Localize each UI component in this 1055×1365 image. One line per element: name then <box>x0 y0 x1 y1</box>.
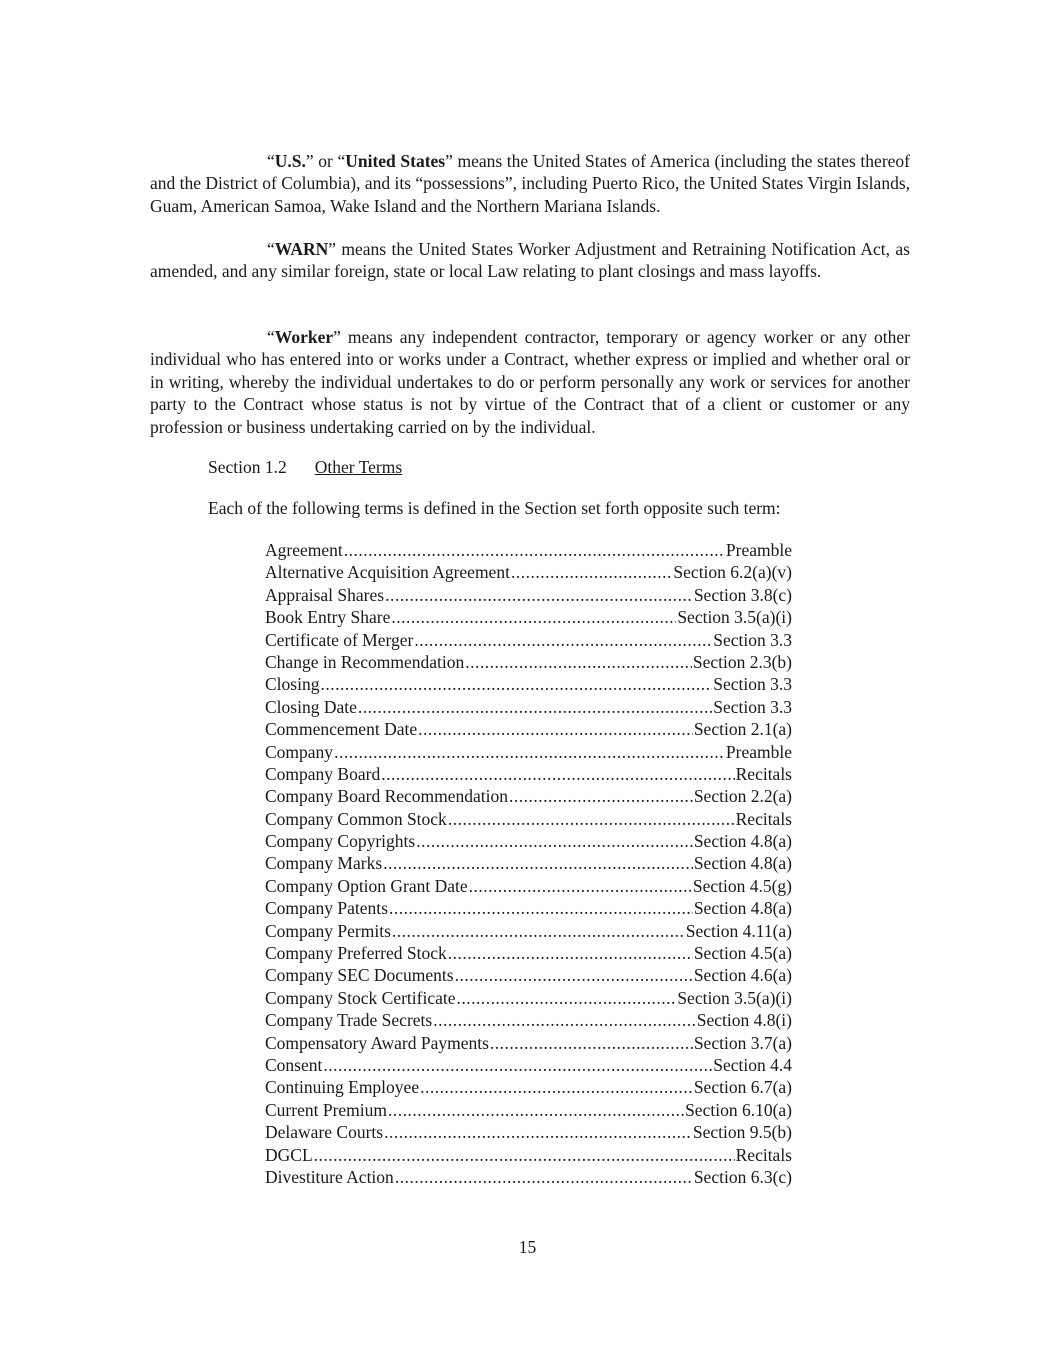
index-reference: Section 4.5(g) <box>692 875 792 896</box>
dot-leader <box>469 875 692 897</box>
page-number: 15 <box>518 1237 537 1257</box>
index-term: Appraisal Shares <box>265 584 385 605</box>
index-term: Company Stock Certificate <box>265 987 456 1008</box>
index-row <box>265 1076 792 1098</box>
index-reference: Section 3.5(a)(i) <box>677 987 792 1008</box>
index-row <box>265 629 792 651</box>
index-reference: Section 6.2(a)(v) <box>673 562 792 583</box>
index-term: Change in Recommendation <box>265 651 465 672</box>
index-reference: Section 3.7(a) <box>693 1032 792 1053</box>
index-row <box>265 718 792 740</box>
index-term: Company Permits <box>265 920 391 941</box>
dot-leader <box>389 897 693 919</box>
dot-leader <box>448 942 693 964</box>
defined-term-us: U.S. <box>274 151 306 171</box>
index-reference: Preamble <box>725 540 792 560</box>
dot-leader <box>511 561 672 583</box>
index-reference: Section 4.6(a) <box>693 965 792 986</box>
index-term: DGCL <box>265 1144 313 1165</box>
index-term: Consent <box>265 1054 323 1075</box>
index-term: Company Option Grant Date <box>265 875 468 896</box>
definition-text: ” means any independent contractor, temporary or agency worker or any other individual who has entered into or works under a Contract, whether express or implied and whether oral or in writing, whereby the individual undertakes to do or perform personally any work or services for another party to the Contract whose status is not by virtue of the Contract that of a client or customer or any profession or business undertaking carried on by the individual. <box>150 327 910 437</box>
dot-leader <box>323 1054 712 1076</box>
index-term: Company Patents <box>265 898 388 919</box>
index-term: Agreement <box>265 540 343 560</box>
dot-leader <box>490 1032 693 1054</box>
index-term: Continuing Employee <box>265 1077 420 1098</box>
definition-text: ” means the United States of America (including the states thereof and the District of Columbia), and its “possessions”, including Puerto Rico, the United States Virgin Islands, Guam, American Samoa, Wake Island and the Northern Mariana Islands. <box>150 151 910 216</box>
dot-leader <box>320 673 712 695</box>
dot-leader <box>392 920 685 942</box>
index-row <box>265 741 792 763</box>
index-reference: Section 9.5(b) <box>692 1122 792 1143</box>
dot-leader <box>416 830 693 852</box>
index-row <box>265 785 792 807</box>
index-reference: Section 4.4 <box>713 1054 792 1075</box>
index-reference: Section 2.2(a) <box>693 786 792 807</box>
defined-term-worker: Worker <box>274 327 334 347</box>
index-row <box>265 1054 792 1076</box>
index-reference: Section 6.10(a) <box>685 1099 792 1120</box>
index-row <box>265 1166 792 1188</box>
index-term: Divestiture Action <box>265 1166 394 1187</box>
index-reference: Section 2.1(a) <box>693 719 792 740</box>
dot-leader <box>420 1076 693 1098</box>
definition-worker: “Worker” means any independent contractor, temporary or agency worker or any other individual who has entered into or works under a Contract, whether express or implied and whether oral or in writing, whereby the individual undertakes to do or perform personally any work or services for another party to the Contract whose status is not by virtue of the Contract that of a client or customer or any profession or business undertaking carried on by the individual. <box>150 327 910 437</box>
dot-leader <box>455 964 693 986</box>
section-number: Section 1.2 <box>208 457 287 477</box>
index-reference: Recitals <box>735 1144 792 1165</box>
index-row <box>265 1144 792 1166</box>
index-reference: Section 3.3 <box>713 674 792 695</box>
index-term: Compensatory Award Payments <box>265 1032 489 1053</box>
index-term: Closing Date <box>265 696 357 717</box>
index-reference: Section 4.8(a) <box>693 831 792 852</box>
index-term: Alternative Acquisition Agreement <box>265 562 510 583</box>
dot-leader <box>381 763 734 785</box>
index-term: Commencement Date <box>265 719 418 740</box>
index-row <box>265 920 792 942</box>
index-row <box>265 942 792 964</box>
index-row <box>265 606 792 628</box>
dot-leader <box>391 606 676 628</box>
index-term: Book Entry Share <box>265 607 391 628</box>
dot-leader <box>388 1099 684 1121</box>
index-reference: Section 2.3(b) <box>692 651 792 672</box>
index-reference: Section 3.5(a)(i) <box>677 607 792 628</box>
index-term: Closing <box>265 674 320 695</box>
index-term: Company Copyrights <box>265 831 416 852</box>
index-row <box>265 763 792 785</box>
dot-leader <box>465 651 692 673</box>
index-row <box>265 673 792 695</box>
index-term: Company SEC Documents <box>265 965 454 986</box>
index-row <box>265 651 792 673</box>
index-term: Company Trade Secrets <box>265 1010 433 1031</box>
dot-leader <box>448 808 735 830</box>
index-row <box>265 561 792 583</box>
index-row <box>265 808 792 830</box>
dot-leader <box>334 741 725 763</box>
dot-leader <box>385 584 693 606</box>
index-row <box>265 1121 792 1143</box>
dot-leader <box>414 629 712 651</box>
dot-leader <box>383 852 693 874</box>
dot-leader <box>344 539 725 561</box>
dot-leader <box>358 696 712 718</box>
index-reference: Section 4.5(a) <box>693 943 792 964</box>
index-reference: Section 3.8(c) <box>693 584 792 605</box>
index-term: Company Marks <box>265 853 383 874</box>
dot-leader <box>433 1009 696 1031</box>
index-term: Company Common Stock <box>265 808 447 829</box>
index-reference: Preamble <box>725 741 792 762</box>
section-title: Other Terms <box>314 457 403 477</box>
index-reference: Section 4.8(a) <box>693 898 792 919</box>
index-row <box>265 539 792 561</box>
index-term: Company Board <box>265 763 381 784</box>
index-row <box>265 897 792 919</box>
dot-leader <box>457 987 677 1009</box>
dot-leader <box>418 718 693 740</box>
index-term: Company Board Recommendation <box>265 786 509 807</box>
index-reference: Section 4.11(a) <box>685 920 792 941</box>
index-reference: Section 4.8(a) <box>693 853 792 874</box>
index-reference: Section 4.8(i) <box>696 1010 792 1031</box>
index-term: Company Preferred Stock <box>265 943 447 964</box>
defined-terms-index <box>265 539 792 1188</box>
index-row <box>265 1009 792 1031</box>
index-row <box>265 964 792 986</box>
index-reference: Recitals <box>735 808 792 829</box>
index-reference: Section 3.3 <box>713 629 792 650</box>
section-heading <box>208 456 402 478</box>
index-row <box>265 1099 792 1121</box>
index-row <box>265 830 792 852</box>
defined-term-united-states: United States <box>345 151 446 171</box>
index-term: Current Premium <box>265 1099 387 1120</box>
dot-leader <box>395 1166 693 1188</box>
defined-term-warn: WARN <box>274 239 329 259</box>
dot-leader <box>384 1121 692 1143</box>
index-row <box>265 852 792 874</box>
definition-us: “U.S.” or “United States” means the United States of America (including the states thereof and the District of Columbia), and its “possessions”, including Puerto Rico, the United States Virgin Islands, Guam, American Samoa, Wake Island and the Northern Mariana Islands. <box>150 151 910 216</box>
dot-leader <box>314 1144 735 1166</box>
index-term: Company <box>265 741 334 762</box>
definition-warn: “WARN” means the United States Worker Adjustment and Retraining Notification Act, as amended, and any similar foreign, state or local Law relating to plant closings and mass layoffs. <box>150 239 910 282</box>
index-term: Delaware Courts <box>265 1122 384 1143</box>
dot-leader <box>509 785 693 807</box>
index-row <box>265 1032 792 1054</box>
index-intro: Each of the following terms is defined in the Section set forth opposite such term: <box>208 498 781 518</box>
index-row <box>265 987 792 1009</box>
index-term: Certificate of Merger <box>265 629 414 650</box>
definition-text: ” means the United States Worker Adjustment and Retraining Notification Act, as amended, and any similar foreign, state or local Law relating to plant closings and mass layoffs. <box>150 239 910 282</box>
index-row <box>265 696 792 718</box>
index-reference: Section 6.7(a) <box>693 1077 792 1098</box>
index-reference: Section 3.3 <box>713 696 792 717</box>
index-reference: Recitals <box>735 763 792 784</box>
index-row <box>265 875 792 897</box>
index-row <box>265 584 792 606</box>
index-reference: Section 6.3(c) <box>693 1166 792 1187</box>
